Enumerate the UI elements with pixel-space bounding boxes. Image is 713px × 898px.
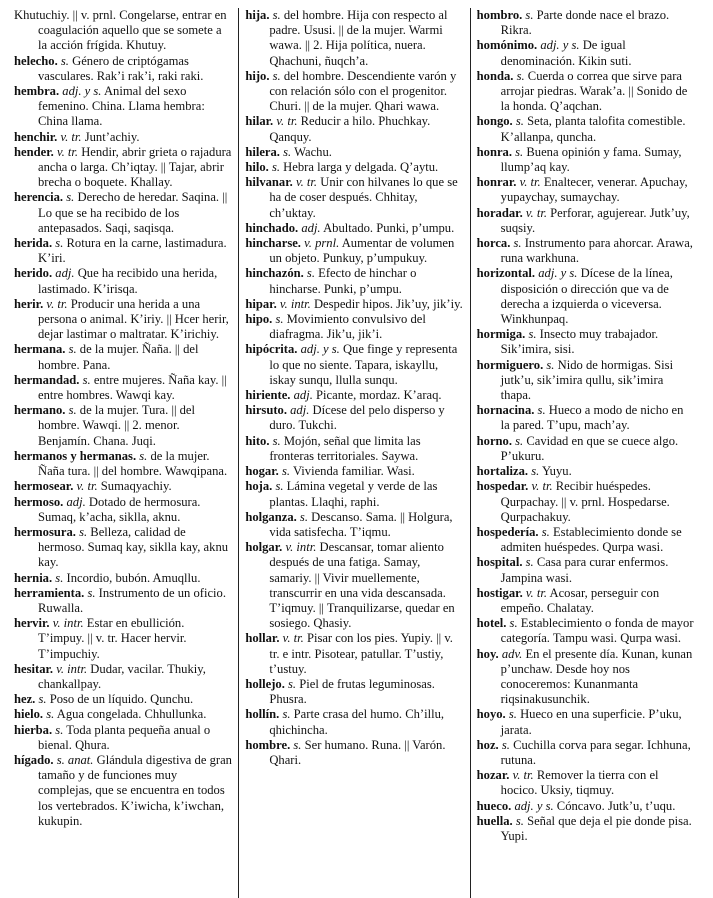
dictionary-entry bbox=[477, 647, 695, 708]
dictionary-entry bbox=[14, 342, 232, 372]
dictionary-entry bbox=[245, 175, 463, 221]
entry-headword: hormiguero. bbox=[476, 357, 544, 372]
entry-grammar: s. bbox=[306, 266, 315, 281]
dictionary-entry bbox=[477, 69, 695, 115]
entry-grammar: s. bbox=[509, 616, 518, 631]
entry-definition: Wachu. bbox=[294, 144, 332, 159]
column-1 bbox=[14, 8, 238, 898]
dictionary-entry bbox=[245, 479, 463, 509]
entry-headword: hollín. bbox=[245, 707, 280, 722]
entry-grammar: adj. bbox=[290, 403, 310, 418]
entry-definition: Acosar, perseguir con empeño. Chalatay. bbox=[500, 585, 660, 615]
entry-definition: Hendir, abrir grieta o rajadura ancha o larga. Ch’iqtay. || Tajar, abrir brecha o boquete. Khallay. bbox=[38, 144, 232, 190]
entry-grammar: s. bbox=[66, 190, 75, 205]
entry-definition: Cuerda o correa que sirve para arrojar piedras. Warak’a. || Sonido de la honda. Q’aqchan. bbox=[500, 68, 688, 114]
entry-headword: hospedería. bbox=[476, 524, 539, 539]
entry-headword: hilera. bbox=[245, 144, 280, 159]
entry-headword: hoyo. bbox=[476, 707, 506, 722]
entry-headword: homónimo. bbox=[476, 38, 538, 53]
entry-grammar: s. bbox=[271, 160, 280, 175]
dictionary-entry bbox=[14, 373, 232, 403]
dictionary-entry bbox=[245, 236, 463, 266]
entry-definition: Agua congelada. Chhullunka. bbox=[56, 707, 207, 722]
entry-grammar: s. bbox=[531, 464, 540, 479]
entry-headword: hostigar. bbox=[476, 585, 523, 600]
entry-grammar: s. bbox=[281, 464, 291, 479]
entry-headword: horizontal. bbox=[476, 266, 536, 281]
entry-headword: hollejo. bbox=[245, 676, 285, 691]
entry-headword: hotel. bbox=[476, 616, 507, 631]
dictionary-entry bbox=[14, 84, 232, 130]
dictionary-entry bbox=[477, 8, 695, 38]
dictionary-entry bbox=[14, 616, 232, 662]
entry-grammar: s. bbox=[272, 8, 281, 22]
entry-headword: hogar. bbox=[245, 464, 279, 479]
entry-grammar: s. bbox=[516, 68, 525, 83]
entry-definition: Yuyu. bbox=[541, 464, 572, 479]
entry-grammar: v. intr. bbox=[285, 540, 317, 555]
entry-definition: de la mujer. Ñaña. || del hombre. Pana. bbox=[38, 342, 199, 372]
entry-grammar: v. tr. bbox=[276, 114, 298, 129]
entry-grammar: adj. y s. bbox=[514, 798, 554, 813]
entry-definition: Dícese del pelo disperso y duro. Tukchi. bbox=[269, 403, 445, 433]
entry-definition: Casa para curar enfermos. Jampina wasi. bbox=[500, 555, 669, 585]
entry-grammar: s. bbox=[68, 342, 77, 357]
entry-grammar: s. bbox=[525, 555, 534, 570]
entry-definition: Establecimiento donde se admiten huéspedes. Qurpa wasi. bbox=[500, 524, 682, 555]
entry-grammar: s. bbox=[68, 403, 77, 418]
dictionary-entry bbox=[477, 266, 695, 327]
dictionary-entry bbox=[477, 738, 695, 768]
entry-headword: hortaliza. bbox=[476, 464, 529, 479]
entry-grammar: s. bbox=[541, 524, 550, 539]
entry-definition: Toda planta pequeña anual o bienal. Qhura. bbox=[38, 722, 211, 752]
dictionary-entry bbox=[245, 145, 463, 160]
entry-grammar: s. bbox=[513, 236, 522, 251]
entry-definition: del hombre. Hija con respecto al padre. Ususi. || de la mujer. Warmi wawa. || 2. Hija política, nuera. Qhachuni, ñuqch’a. bbox=[269, 8, 448, 68]
entry-definition: Dícese de la línea, disposición o dirección que va de derecha a izquierda o viceversa. Winkhunpaq. bbox=[500, 266, 673, 327]
dictionary-entry bbox=[14, 525, 232, 571]
entry-grammar: s. bbox=[283, 144, 292, 159]
entry-grammar: v. tr. bbox=[525, 585, 547, 600]
entry-headword: herida. bbox=[14, 236, 53, 251]
entry-headword: hornacina. bbox=[476, 403, 535, 418]
entry-headword: hernia. bbox=[14, 570, 53, 585]
entry-grammar: adj. bbox=[293, 388, 313, 403]
dictionary-entry bbox=[245, 266, 463, 296]
dictionary-entry bbox=[477, 616, 695, 646]
entry-definition: Cavidad en que se cuece algo. P’ukuru. bbox=[500, 433, 679, 463]
entry-grammar: adj. y s. bbox=[540, 38, 580, 53]
entry-headword: hirsuto. bbox=[245, 403, 287, 418]
entry-definition: Ser humano. Runa. || Varón. Qhari. bbox=[269, 737, 446, 767]
entry-headword: hito. bbox=[245, 433, 270, 448]
dictionary-entry bbox=[477, 555, 695, 585]
entry-headword: hilar. bbox=[245, 114, 274, 129]
entry-headword: hombre. bbox=[245, 737, 291, 752]
entry-headword: hoja. bbox=[245, 479, 273, 494]
entry-headword: hierba. bbox=[14, 722, 53, 737]
entry-headword: hoz. bbox=[476, 737, 499, 752]
dictionary-entry bbox=[245, 312, 463, 342]
dictionary-entry bbox=[245, 69, 463, 115]
entry-headword: honra. bbox=[476, 144, 512, 159]
entry-grammar: s. bbox=[275, 312, 284, 327]
entry-grammar: s. bbox=[282, 707, 291, 722]
entry-definition: En el presente día. Kunan, kunan p’unchaw. Desde hoy nos conoceremos: Kunanmanta riqsinakusunchik. bbox=[500, 646, 693, 707]
entry-definition: Parte donde nace el brazo. Rikra. bbox=[500, 8, 670, 38]
entry-definition: de la mujer. Tura. || del hombre. Wawqi. || 2. menor. Benjamín. Chana. Juqi. bbox=[38, 403, 196, 448]
dictionary-entry bbox=[14, 145, 232, 191]
entry-definition: Hebra larga y delgada. Q’aytu. bbox=[283, 160, 439, 175]
entry-grammar: s. bbox=[525, 8, 534, 22]
entry-grammar: v. tr. bbox=[60, 129, 82, 144]
entry-grammar: s. bbox=[537, 403, 546, 418]
entry-headword: hermosear. bbox=[14, 479, 74, 494]
entry-grammar: s. bbox=[55, 236, 64, 251]
entry-headword: horno. bbox=[476, 433, 512, 448]
dictionary-entry bbox=[14, 54, 232, 84]
entry-definition: entre mujeres. Ñaña kay. || entre hombres. Wawqi kay. bbox=[38, 372, 227, 403]
entry-headword: hospedar. bbox=[476, 479, 529, 494]
entry-definition: Unir con hilvanes lo que se ha de coser después. Chhitay, ch’uktay. bbox=[269, 175, 458, 220]
entry-headword: hermandad. bbox=[14, 372, 80, 387]
entry-grammar: s. bbox=[55, 570, 64, 585]
dictionary-entry bbox=[245, 342, 463, 388]
entry-headword: hermosura. bbox=[14, 524, 76, 539]
dictionary-entry bbox=[245, 221, 463, 236]
entry-grammar: s. bbox=[515, 433, 524, 448]
entry-grammar: s. bbox=[272, 433, 281, 448]
dictionary-entry bbox=[245, 738, 463, 768]
entry-headword: hincharse. bbox=[245, 236, 301, 251]
dictionary-entry bbox=[14, 190, 232, 236]
entry-definition: Movimiento convulsivo del diafragma. Jik’u, jik’i. bbox=[269, 312, 426, 342]
entry-definition: de la mujer. Ñaña tura. || del hombre. Wawqipana. bbox=[38, 448, 228, 479]
entry-definition: Abultado. Punki, p’umpu. bbox=[323, 220, 455, 235]
entry-definition: Que ha recibido una herida, lastimado. K’irisqa. bbox=[38, 266, 218, 296]
dictionary-entry bbox=[245, 388, 463, 403]
entry-definition: Insecto muy trabajador. Sik’imira, sisi. bbox=[500, 327, 659, 357]
entry-headword: hueco. bbox=[476, 798, 512, 813]
entry-grammar: v. tr. bbox=[519, 175, 541, 190]
entry-grammar: v. tr. bbox=[56, 144, 79, 159]
entry-grammar: s. bbox=[79, 524, 88, 539]
dictionary-entry bbox=[477, 327, 695, 357]
entry-headword: herido. bbox=[14, 266, 53, 281]
entry-definition: Instrumento de un oficio. Ruwalla. bbox=[38, 585, 226, 615]
entry-definition: del hombre. Descendiente varón y con relación sólo con el progenitor. Churi. || de la mujer. Qhari wawa. bbox=[269, 68, 457, 114]
entry-definition: Dudar, vacilar. Thukiy, chankallpay. bbox=[38, 661, 206, 691]
entry-definition: Despedir hipos. Jik’uy, jik’iy. bbox=[313, 296, 463, 311]
dictionary-entry bbox=[14, 266, 232, 296]
entry-headword: hozar. bbox=[476, 768, 510, 783]
dictionary-entry bbox=[245, 403, 463, 433]
entry-definition: Junt’achiy. bbox=[84, 129, 140, 144]
entry-grammar: s. bbox=[55, 722, 64, 737]
entry-definition: Aumentar de volumen un objeto. Punkuy, p’umpukuy. bbox=[269, 236, 455, 266]
dictionary-entry bbox=[477, 707, 695, 737]
entry-grammar: v. prnl. bbox=[304, 236, 340, 251]
entry-headword: hermoso. bbox=[14, 494, 64, 509]
entry-grammar: s. bbox=[501, 737, 510, 752]
entry-definition: Sumaqyachiy. bbox=[100, 479, 172, 494]
entry-headword: honrar. bbox=[476, 175, 517, 190]
dictionary-entry bbox=[477, 768, 695, 798]
entry-headword: hombro. bbox=[476, 8, 523, 22]
entry-grammar: s. bbox=[87, 585, 96, 600]
entry-headword: horca. bbox=[476, 236, 511, 251]
entry-definition: Reducir a hilo. Phuchkay. Qanquy. bbox=[269, 114, 431, 144]
entry-definition: Mojón, señal que limita las fronteras territoriales. Saywa. bbox=[269, 433, 421, 463]
entry-grammar: s. bbox=[515, 813, 524, 828]
dictionary-entry bbox=[14, 662, 232, 692]
entry-headword: herramienta. bbox=[14, 585, 85, 600]
entry-headword: hembra. bbox=[14, 84, 60, 99]
dictionary-entry bbox=[477, 525, 695, 555]
entry-headword: hermano. bbox=[14, 403, 66, 418]
entry-grammar: s. bbox=[515, 114, 524, 129]
dictionary-entry bbox=[477, 799, 695, 814]
dictionary-entry bbox=[245, 160, 463, 175]
entry-definition: Señal que deja el pie donde pisa. Yupi. bbox=[500, 813, 692, 843]
entry-grammar: s. bbox=[299, 509, 308, 524]
dictionary-entry bbox=[14, 403, 232, 449]
entry-headword: hormiga. bbox=[476, 327, 526, 342]
dictionary-entry bbox=[245, 114, 463, 144]
entry-headword: hez. bbox=[14, 692, 36, 707]
entry-definition: Remover la tierra con el hocico. Uksiy, tiqmuy. bbox=[500, 768, 659, 798]
dictionary-entry bbox=[14, 571, 232, 586]
entry-definition: Belleza, calidad de hermoso. Sumaq kay, siklla kay, aknu kay. bbox=[38, 524, 229, 570]
entry-definition: Establecimiento o fonda de mayor categoría. Tampu wasi. Qurpa wasi. bbox=[500, 616, 694, 646]
dictionary-entry bbox=[14, 723, 232, 753]
dictionary-entry bbox=[477, 236, 695, 266]
dictionary-entry bbox=[245, 677, 463, 707]
dictionary-entry bbox=[14, 8, 232, 54]
dictionary-entry bbox=[14, 449, 232, 479]
entry-headword: horadar. bbox=[476, 205, 523, 220]
dictionary-entry bbox=[477, 814, 695, 844]
entry-grammar: v. tr. bbox=[512, 768, 534, 783]
dictionary-entry bbox=[477, 464, 695, 479]
entry-headword: hollar. bbox=[245, 631, 280, 646]
entry-definition: Derecho de heredar. Saqina. || Lo que se ha recibido de los antepasados. Saqi, saqisqa. bbox=[38, 190, 228, 235]
entry-definition: Cóncavo. Jutk’u, t’uqu. bbox=[556, 798, 676, 813]
entry-definition: Efecto de hinchar o hincharse. Punki, p’umpu. bbox=[269, 266, 417, 296]
entry-headword: hiriente. bbox=[245, 388, 291, 403]
entry-headword: hender. bbox=[14, 144, 54, 159]
dictionary-entry bbox=[14, 236, 232, 266]
entry-grammar: adj. y s. bbox=[62, 84, 102, 99]
entry-grammar: v. tr. bbox=[282, 631, 304, 646]
entry-headword: hígado. bbox=[14, 752, 54, 767]
entry-headword: hipar. bbox=[245, 296, 277, 311]
dictionary-entry bbox=[477, 434, 695, 464]
entry-headword: hilo. bbox=[245, 160, 269, 175]
dictionary-entry bbox=[245, 434, 463, 464]
entry-grammar: v. intr. bbox=[52, 616, 84, 631]
entry-headword: hija. bbox=[245, 8, 270, 22]
entry-definition: Hueco a modo de nicho en la pared. T’upu, mach’ay. bbox=[500, 403, 684, 433]
entry-definition: Descanso. Sama. || Holgura, vida satisfecha. T’iqmu. bbox=[269, 509, 453, 539]
entry-grammar: v. tr. bbox=[76, 479, 98, 494]
dictionary-entry bbox=[14, 586, 232, 616]
dictionary-entry bbox=[14, 297, 232, 343]
entry-headword: hinchazón. bbox=[245, 266, 304, 281]
entry-headword: hilvanar. bbox=[245, 175, 293, 190]
dictionary-entry bbox=[245, 297, 463, 312]
dictionary-entry bbox=[245, 707, 463, 737]
entry-headword: honda. bbox=[476, 68, 514, 83]
column-3 bbox=[470, 8, 701, 898]
entry-headword: hoy. bbox=[476, 646, 499, 661]
entry-definition: Pisar con los pies. Yupiy. || v. tr. e intr. Pisotear, patullar. T’ustiy, t’ustuy. bbox=[269, 631, 453, 676]
entry-definition: Enaltecer, venerar. Apuchay, yupaychay, sumaychay. bbox=[500, 175, 688, 205]
entry-headword: hinchado. bbox=[245, 220, 299, 235]
entry-grammar: s. bbox=[508, 707, 517, 722]
entry-grammar: s. bbox=[293, 737, 302, 752]
entry-definition: Recibir huéspedes. Qurpachay. || v. prnl. Hospedarse. Qurpachakuy. bbox=[500, 479, 670, 524]
entry-headword: holgar. bbox=[245, 540, 283, 555]
entry-grammar: v. tr. bbox=[46, 296, 68, 311]
entry-definition: Descansar, tomar aliento después de una fatiga. Samay, samariy. || Vivir muellemente, transcurrir en una vida descansada. T’iqmuy. || Tranquilizarse, quedar en sosiego. Qhasiy. bbox=[269, 540, 455, 631]
entry-headword: henchir. bbox=[14, 129, 58, 144]
entry-definition: Que finge y representa lo que no siente. Tapara, iskayllu, iskay sunqu, llulla sunqu. bbox=[269, 342, 458, 387]
entry-grammar: s. bbox=[546, 357, 555, 372]
entry-grammar: s. bbox=[275, 479, 284, 494]
entry-grammar: s. bbox=[515, 144, 524, 159]
entry-headword: hermana. bbox=[14, 342, 66, 357]
entry-definition: Instrumento para ahorcar. Arawa, runa warkhuna. bbox=[500, 236, 693, 266]
entry-definition: Parte crasa del humo. Ch’illu, qhichincha. bbox=[269, 707, 445, 737]
entry-headword: hesitar. bbox=[14, 661, 54, 676]
entry-definition: Estar en ebullición. T’impuy. || v. tr. Hacer hervir. T’impuchiy. bbox=[38, 616, 187, 661]
column-2 bbox=[238, 8, 469, 898]
entry-grammar: adj. y s. bbox=[538, 266, 578, 281]
entry-headword: holganza. bbox=[245, 509, 297, 524]
dictionary-entry bbox=[14, 130, 232, 145]
entry-definition: Animal del sexo femenino. China. Llama hembra: China llama. bbox=[38, 84, 205, 129]
dictionary-entry bbox=[245, 631, 463, 677]
entry-definition: Seta, planta talofita comestible. K’allanpa, quncha. bbox=[500, 114, 686, 144]
entry-grammar: v. intr. bbox=[56, 661, 88, 676]
entry-definition: Producir una herida a una persona o animal. K’iriy. || Hcer herir, dejar lastimar o maltratar. K’irichiy. bbox=[38, 296, 229, 342]
entry-grammar: adv. bbox=[501, 646, 523, 661]
entry-grammar: s. bbox=[272, 68, 281, 83]
dictionary-entry bbox=[477, 175, 695, 205]
entry-definition: Género de criptógamas vasculares. Rak’i rak’i, raki raki. bbox=[38, 53, 204, 83]
entry-definition: De igual denominación. Kikin suti. bbox=[500, 38, 632, 68]
dictionary-entry bbox=[245, 540, 463, 631]
entry-definition: Rotura en la carne, lastimadura. K’iri. bbox=[38, 236, 227, 266]
entry-definition: Dotado de hermosura. Sumaq, k’acha, siklla, aknu. bbox=[38, 494, 201, 524]
entry-definition: Poso de un líquido. Qunchu. bbox=[49, 692, 194, 707]
entry-grammar: v. tr. bbox=[531, 479, 553, 494]
entry-grammar: s. bbox=[38, 692, 47, 707]
entry-grammar: s. bbox=[288, 676, 297, 691]
dictionary-entry bbox=[477, 586, 695, 616]
entry-headword: hongo. bbox=[476, 114, 513, 129]
entry-headword: hielo. bbox=[14, 707, 44, 722]
entry-definition: Glándula digestiva de gran tamaño y de funciones muy complejas, que se encuentra en todos los vertebrados. K’iwicha, k’iwchan, kukupin. bbox=[38, 752, 232, 828]
entry-definition: Picante, mordaz. K’araq. bbox=[316, 388, 442, 403]
dictionary-entry bbox=[477, 145, 695, 175]
entry-headword: hospital. bbox=[476, 555, 523, 570]
entry-headword: hipo. bbox=[245, 312, 273, 327]
entry-grammar: v. tr. bbox=[295, 175, 318, 190]
entry-headword: hermanos y hermanas. bbox=[14, 448, 137, 463]
dictionary-entry bbox=[477, 206, 695, 236]
entry-grammar: s. bbox=[46, 707, 55, 722]
entry-headword: herir. bbox=[14, 296, 44, 311]
dictionary-entry bbox=[477, 38, 695, 68]
entry-grammar: s. bbox=[528, 327, 537, 342]
entry-headword: hervir. bbox=[14, 616, 50, 631]
entry-grammar: adj. bbox=[55, 266, 75, 281]
dictionary-entry bbox=[245, 510, 463, 540]
entry-headword: hijo. bbox=[245, 68, 270, 83]
entry-grammar: s. bbox=[139, 448, 148, 463]
dictionary-entry bbox=[477, 403, 695, 433]
dictionary-entry bbox=[477, 114, 695, 144]
entry-grammar: adj. bbox=[66, 494, 86, 509]
entry-definition: Lámina vegetal y verde de las plantas. Llaqhi, raphi. bbox=[269, 479, 438, 509]
dictionary-entry bbox=[14, 707, 232, 722]
entry-headword: hipócrita. bbox=[245, 342, 298, 357]
dictionary-entry bbox=[477, 479, 695, 525]
dictionary-entry bbox=[14, 479, 232, 494]
entry-grammar: s. bbox=[82, 372, 91, 387]
entry-headword: helecho. bbox=[14, 53, 58, 68]
dictionary-entry bbox=[14, 692, 232, 707]
dictionary-entry bbox=[245, 8, 463, 69]
dictionary-entry bbox=[245, 464, 463, 479]
entry-definition: Vivienda familiar. Wasi. bbox=[292, 464, 415, 479]
entry-definition: Piel de frutas leguminosas. Phusra. bbox=[269, 676, 435, 707]
entry-headword: huella. bbox=[476, 813, 513, 828]
entry-definition: Nido de hormigas. Sisi jutk’u, sik’imira qullu, sik’imira thapa. bbox=[500, 357, 674, 403]
entry-definition: Buena opinión y fama. Sumay, llump’aq kay. bbox=[500, 144, 682, 175]
entry-definition: Incordio, bubón. Amuqllu. bbox=[66, 570, 201, 585]
entry-grammar: adj. y s. bbox=[300, 342, 340, 357]
dictionary-entry bbox=[14, 495, 232, 525]
dictionary-entry bbox=[477, 358, 695, 404]
entry-grammar: v. tr. bbox=[525, 205, 547, 220]
entry-grammar: adj. bbox=[301, 220, 321, 235]
entry-headword: herencia. bbox=[14, 190, 64, 205]
entry-grammar: s. anat. bbox=[56, 752, 94, 767]
entry-definition: Hueco en una superficie. P’uku, jarata. bbox=[500, 707, 682, 737]
entry-grammar: v. intr. bbox=[279, 296, 311, 311]
entry-definition: Khutuchiy. || v. prnl. Congelarse, entrar en coagulación aquello que se somete a la acción frígida. Khutuy. bbox=[14, 8, 227, 53]
entry-grammar: s. bbox=[60, 53, 69, 68]
entry-definition: Cuchilla corva para segar. Ichhuna, rutuna. bbox=[500, 737, 691, 767]
entry-definition: Perforar, agujerear. Jutk’uy, suqsiy. bbox=[500, 205, 690, 235]
dictionary-entry bbox=[14, 753, 232, 829]
